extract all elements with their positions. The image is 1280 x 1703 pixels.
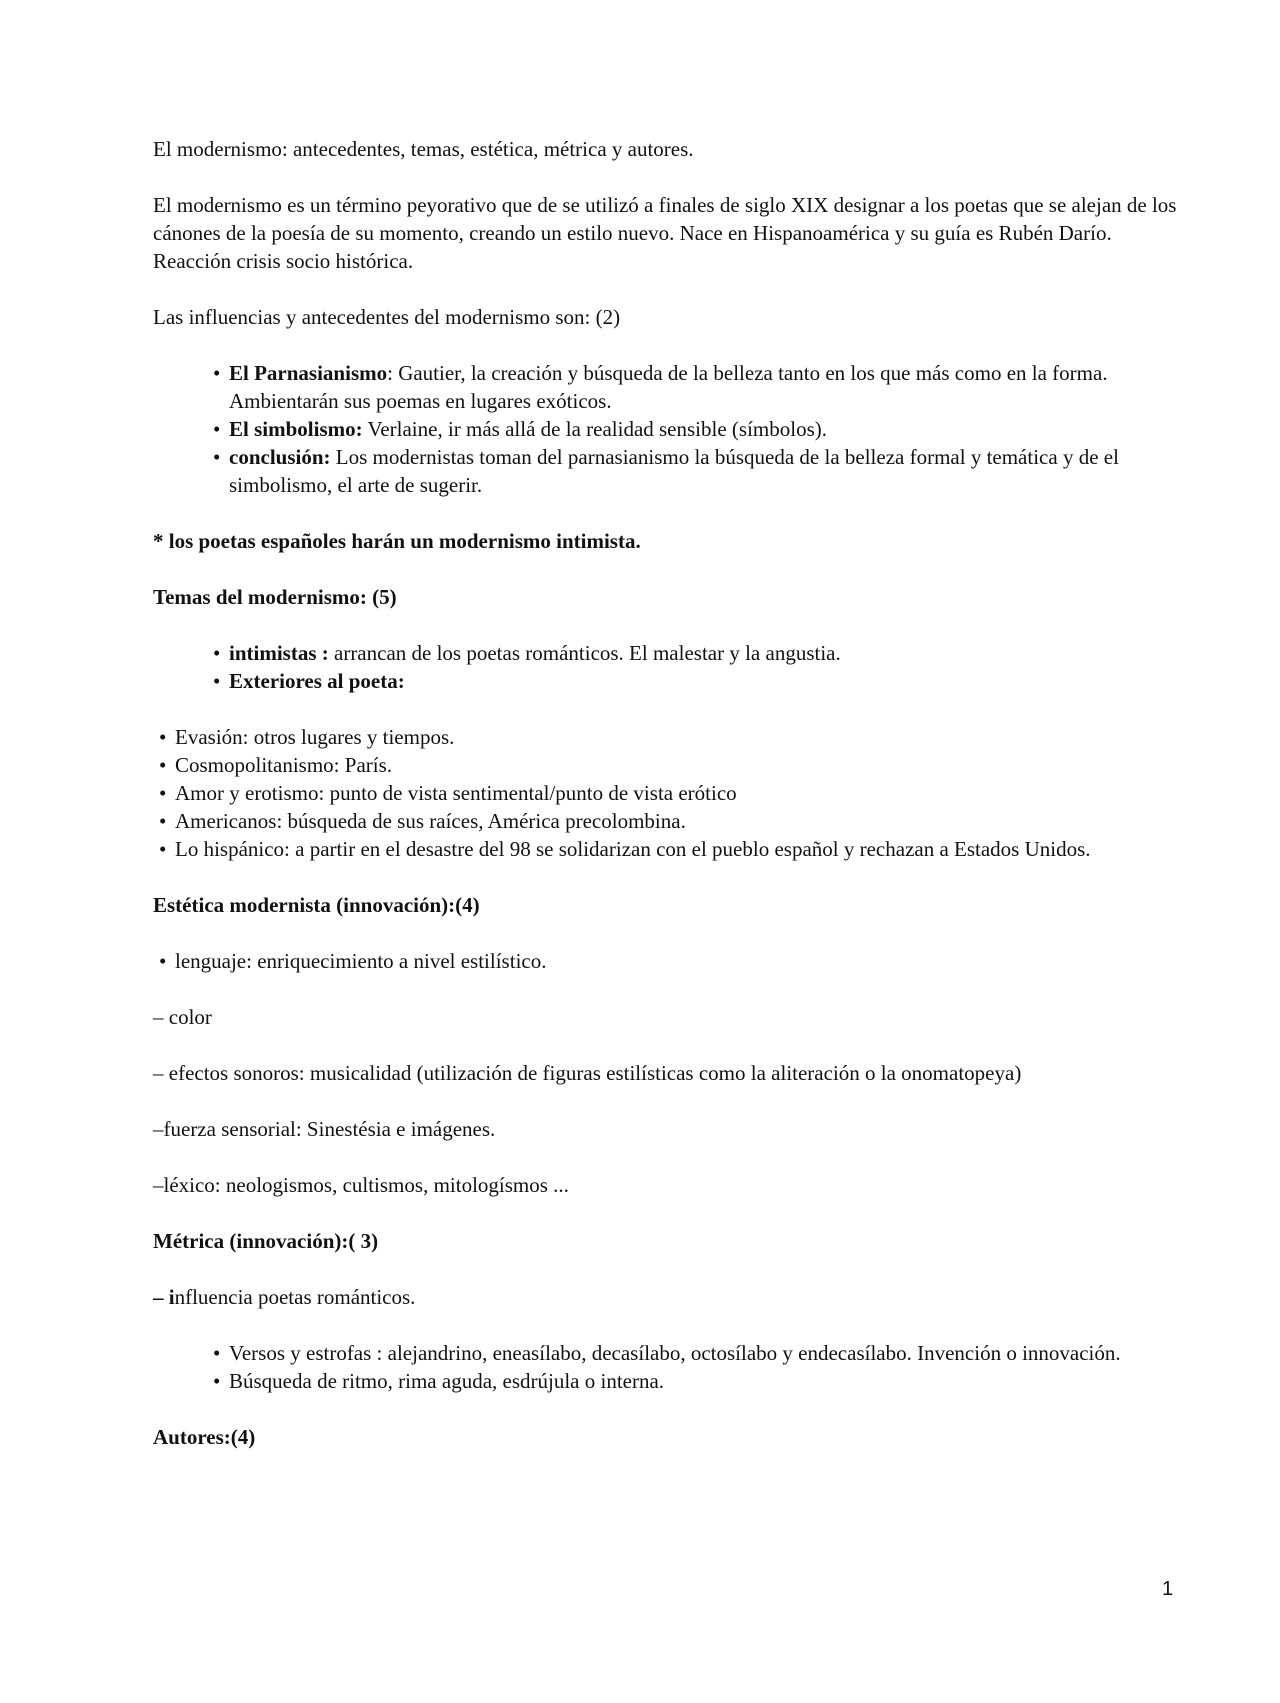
list-item: [153, 443, 1193, 499]
authors-heading: Autores:(4): [153, 1425, 256, 1449]
item-label: intimistas :: [229, 641, 329, 665]
bullet-icon: •: [159, 753, 167, 777]
document-content: [153, 135, 1193, 1479]
bullet-icon: •: [213, 445, 221, 469]
metrics-list: [153, 1339, 1193, 1395]
page-number: 1: [1162, 1578, 1174, 1600]
aesthetics-bullet-list: [153, 947, 1193, 975]
note-line: * los poetas españoles harán un modernismo intimista.: [153, 529, 641, 553]
bullet-icon: •: [213, 1369, 221, 1393]
list-item: [153, 807, 1193, 835]
item-label: El simbolismo:: [229, 417, 363, 441]
bullet-icon: •: [159, 725, 167, 749]
metrics-line-prefix: – i: [153, 1285, 175, 1309]
item-label: Exteriores al poeta:: [229, 669, 405, 693]
item-text: : Gautier, la creación y búsqueda de la belleza tanto en los que más como en la forma. Ambientarán sus poemas en lugares exóticos.: [229, 361, 1108, 413]
list-item: [153, 639, 1193, 667]
list-item: [153, 835, 1193, 863]
metrics-line: [153, 1283, 1193, 1311]
influences-list: [153, 359, 1193, 499]
item-text: arrancan de los poetas románticos. El malestar y la angustia.: [328, 641, 841, 665]
item-text: Americanos: búsqueda de sus raíces, América precolombina.: [175, 809, 686, 833]
item-label: conclusión:: [229, 445, 331, 469]
bullet-icon: •: [213, 641, 221, 665]
item-text: Verlaine, ir más allá de la realidad sensible (símbolos).: [362, 417, 827, 441]
bullet-icon: •: [159, 837, 167, 861]
influences-heading: Las influencias y antecedentes del modernismo son: (2): [153, 305, 621, 329]
list-item: [153, 723, 1193, 751]
list-item: [153, 751, 1193, 779]
item-text: Amor y erotismo: punto de vista sentimental/punto de vista erótico: [175, 781, 737, 805]
item-text: Búsqueda de ritmo, rima aguda, esdrújula o interna.: [229, 1369, 665, 1393]
themes-list: [153, 639, 1193, 695]
aesthetics-line: –fuerza sensorial: Sinestésia e imágenes.: [153, 1117, 496, 1141]
list-item: [153, 779, 1193, 807]
list-item: [153, 1367, 1193, 1395]
item-text: Los modernistas toman del parnasianismo la búsqueda de la belleza formal y temática y de el simbolismo, el arte de sugerir.: [229, 445, 1119, 497]
bullet-icon: •: [213, 361, 221, 385]
list-item: [153, 359, 1193, 415]
item-text: Versos y estrofas : alejandrino, eneasílabo, decasílabo, octosílabo y endecasílabo. Invención o innovación.: [229, 1341, 1121, 1365]
item-text: Evasión: otros lugares y tiempos.: [175, 725, 455, 749]
list-item: [153, 1339, 1193, 1367]
metrics-line-rest: nfluencia poetas románticos.: [174, 1285, 416, 1309]
intro-paragraph: El modernismo es un término peyorativo que de se utilizó a finales de siglo XIX designar a los poetas que se alejan de los cánones de la poesía de su momento, creando un estilo nuevo. Nace en Hispanoamérica y su guía es Rubén Darío. Reacción crisis socio histórica.: [153, 193, 1177, 273]
bullet-icon: •: [213, 1341, 221, 1365]
aesthetics-line: – color: [153, 1005, 212, 1029]
themes-sub-list: [153, 723, 1193, 863]
aesthetics-line: –léxico: neologismos, cultismos, mitologísmos ...: [153, 1173, 569, 1197]
list-item: [153, 947, 1193, 975]
themes-heading: Temas del modernismo: (5): [153, 585, 397, 609]
item-label: El Parnasianismo: [229, 361, 388, 385]
list-item: [153, 415, 1193, 443]
document-title: El modernismo: antecedentes, temas, estética, métrica y autores.: [153, 137, 694, 161]
bullet-icon: •: [213, 669, 221, 693]
item-text: Cosmopolitanismo: París.: [175, 753, 393, 777]
item-text: lenguaje: enriquecimiento a nivel estilístico.: [175, 949, 547, 973]
bullet-icon: •: [159, 781, 167, 805]
list-item: [153, 667, 1193, 695]
bullet-icon: •: [213, 417, 221, 441]
metrics-heading: Métrica (innovación):( 3): [153, 1229, 379, 1253]
aesthetics-line: – efectos sonoros: musicalidad (utilización de figuras estilísticas como la aliteración o la onomatopeya): [153, 1061, 1022, 1085]
item-text: Lo hispánico: a partir en el desastre del 98 se solidarizan con el pueblo español y rechazan a Estados Unidos.: [175, 837, 1091, 861]
bullet-icon: •: [159, 949, 167, 973]
bullet-icon: •: [159, 809, 167, 833]
aesthetics-heading: Estética modernista (innovación):(4): [153, 893, 480, 917]
